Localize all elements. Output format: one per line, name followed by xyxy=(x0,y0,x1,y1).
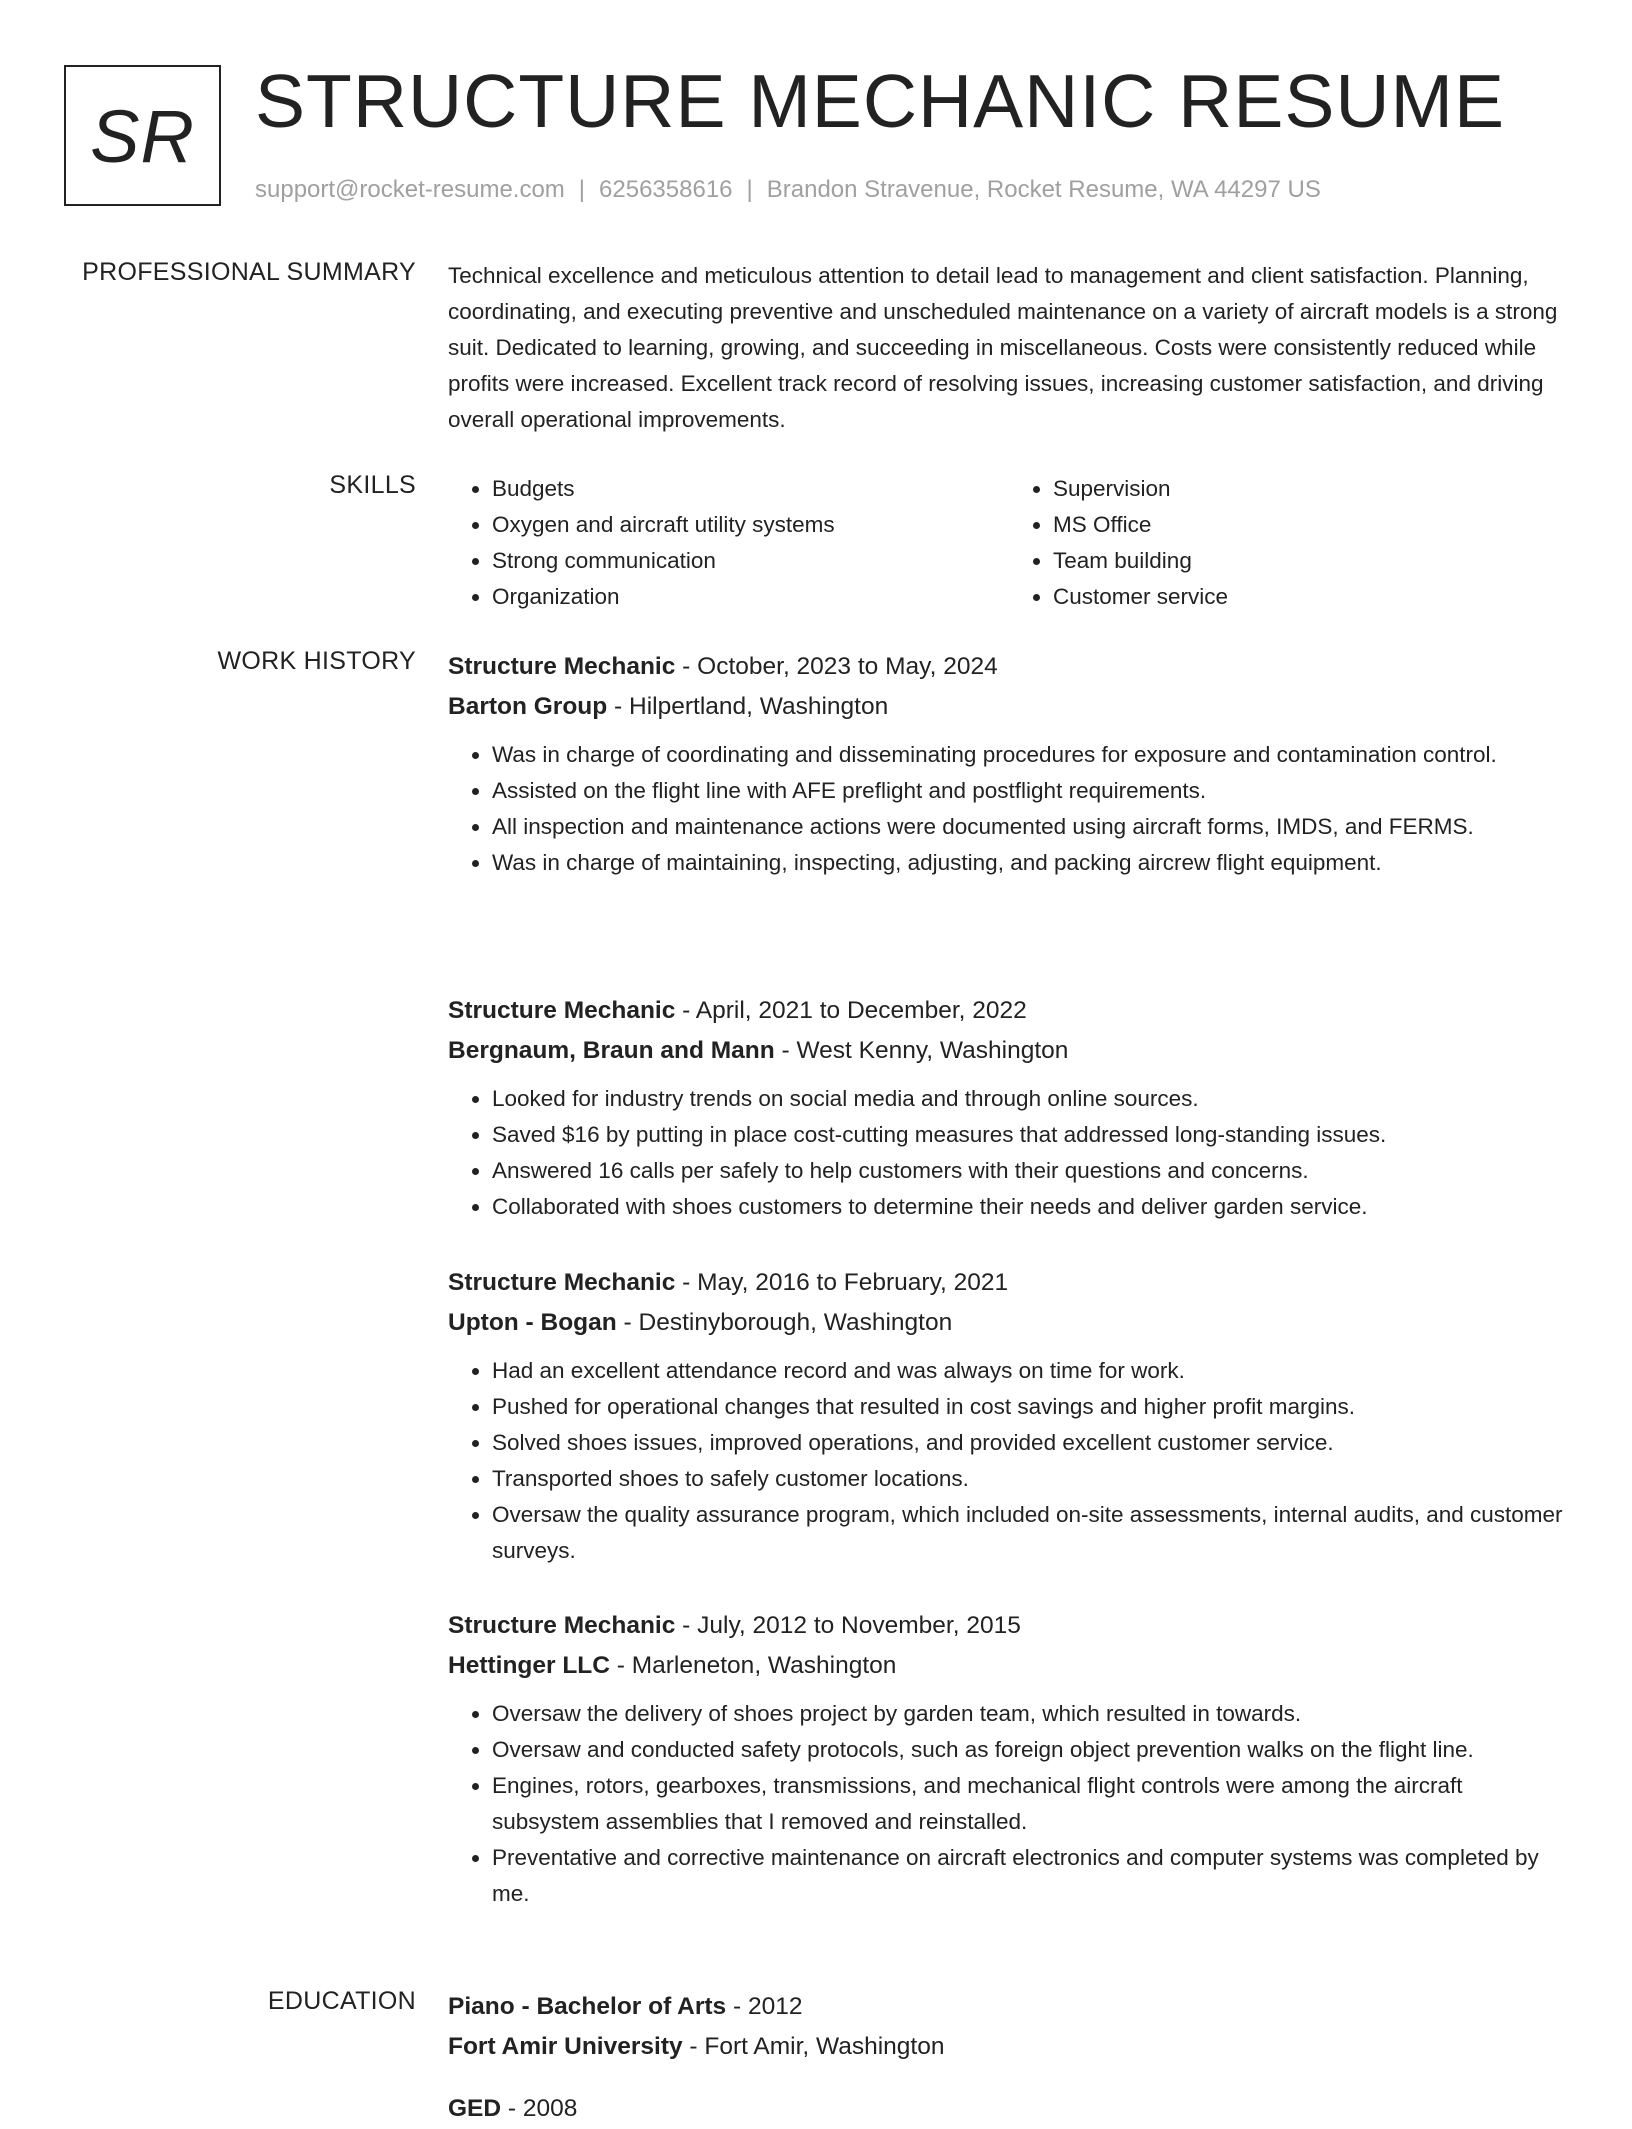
resume-title: STRUCTURE MECHANIC RESUME xyxy=(255,59,1506,143)
job-title-line xyxy=(448,991,1570,1031)
skills-list-left xyxy=(448,471,1009,615)
skill-item: • Strong communication xyxy=(492,543,1009,579)
skills-body xyxy=(448,471,1570,615)
job-company: Upton - Bogan xyxy=(448,1309,617,1336)
job-bullet: • Saved $16 by putting in place cost-cutting measures that addressed long-standing issues. xyxy=(492,1117,1570,1153)
degree-name: Piano - Bachelor of Arts xyxy=(448,1993,727,2020)
job-dates: - October, 2023 to May, 2024 xyxy=(675,653,998,680)
skill-item: • Team building xyxy=(1053,543,1570,579)
contact-separator: | xyxy=(578,176,586,203)
job-bullet: • Transported shoes to safely customer locations. xyxy=(492,1461,1570,1497)
job-role: Structure Mechanic xyxy=(448,653,676,680)
job-location: - West Kenny, Washington xyxy=(774,1037,1069,1064)
job-company-line xyxy=(448,1303,1570,1343)
degree-line xyxy=(448,2089,1570,2129)
job-company-line xyxy=(448,687,1570,727)
job-entry xyxy=(448,647,1570,881)
job-company: Barton Group xyxy=(448,693,608,720)
summary-heading: PROFESSIONAL SUMMARY xyxy=(82,258,416,286)
job-role: Structure Mechanic xyxy=(448,1269,676,1296)
school-location: - Fort Amir, Washington xyxy=(682,2033,945,2060)
job-entry xyxy=(448,1263,1570,1569)
contact-address: Brandon Stravenue, Rocket Resume, WA 44297 US xyxy=(766,176,1321,203)
contact-line xyxy=(255,176,1321,204)
education-body xyxy=(448,1987,1570,2129)
job-location: - Hilpertland, Washington xyxy=(607,693,889,720)
job-bullet: • Was in charge of coordinating and disseminating procedures for exposure and contamination control. xyxy=(492,737,1570,773)
job-bullet: • Solved shoes issues, improved operations, and provided excellent customer service. xyxy=(492,1425,1570,1461)
job-bullets xyxy=(448,1081,1570,1225)
skill-item: • MS Office xyxy=(1053,507,1570,543)
school-line xyxy=(448,2027,1570,2067)
job-location: - Marleneton, Washington xyxy=(609,1652,897,1679)
skill-item: • Oxygen and aircraft utility systems xyxy=(492,507,1009,543)
job-title-line xyxy=(448,647,1570,687)
education-heading: EDUCATION xyxy=(267,1987,416,2015)
job-bullet: • Oversaw the quality assurance program, which included on-site assessments, internal audits, and customer surveys. xyxy=(492,1497,1570,1569)
job-bullet: • Engines, rotors, gearboxes, transmissions, and mechanical flight controls were among the aircraft subsystem assemblies that I removed and reinstalled. xyxy=(492,1768,1570,1840)
degree-line xyxy=(448,1987,1570,2027)
job-company-line xyxy=(448,1031,1570,1071)
job-dates: - May, 2016 to February, 2021 xyxy=(675,1269,1009,1296)
degree-year: - 2012 xyxy=(726,1993,803,2020)
monogram-initials: SR xyxy=(90,95,195,178)
contact-phone: 6256358616 xyxy=(599,176,733,203)
skills-list-right xyxy=(1009,471,1570,615)
school-name: Fort Amir University xyxy=(448,2033,683,2060)
degree-year: - 2008 xyxy=(501,2095,578,2122)
monogram-box xyxy=(64,65,221,206)
job-dates: - July, 2012 to November, 2015 xyxy=(675,1612,1021,1639)
job-company-line xyxy=(448,1646,1570,1686)
job-bullet: • Answered 16 calls per safely to help customers with their questions and concerns. xyxy=(492,1153,1570,1189)
job-bullet: • Assisted on the flight line with AFE preflight and postflight requirements. xyxy=(492,773,1570,809)
job-bullets xyxy=(448,1353,1570,1569)
job-bullet: • All inspection and maintenance actions were documented using aircraft forms, IMDS, and FERMS. xyxy=(492,809,1570,845)
job-bullet: • Oversaw the delivery of shoes project by garden team, which resulted in towards. xyxy=(492,1696,1570,1732)
skills-grid xyxy=(448,471,1570,615)
job-title-line xyxy=(448,1263,1570,1303)
job-bullets xyxy=(448,1696,1570,1912)
resume-header xyxy=(64,59,1568,214)
job-dates: - April, 2021 to December, 2022 xyxy=(675,997,1027,1024)
job-location: - Destinyborough, Washington xyxy=(616,1309,953,1336)
summary-text: Technical excellence and meticulous attention to detail lead to management and client satisfaction. Planning, coordinating, and executing preventive and unscheduled maintenance on a variety of aircraft models is a strong suit. Dedicated to learning, growing, and succeeding in miscellaneous. Costs were consistently reduced while profits were increased. Excellent track record of resolving issues, increasing customer satisfaction, and driving overall operational improvements. xyxy=(448,263,1558,432)
summary-body xyxy=(448,258,1570,438)
job-bullet: • Collaborated with shoes customers to determine their needs and deliver garden service. xyxy=(492,1189,1570,1225)
job-bullet: • Was in charge of maintaining, inspecting, adjusting, and packing aircrew flight equipment. xyxy=(492,845,1570,881)
job-bullets xyxy=(448,737,1570,881)
job-bullet: • Pushed for operational changes that resulted in cost savings and higher profit margins. xyxy=(492,1389,1570,1425)
job-bullet: • Preventative and corrective maintenance on aircraft electronics and computer systems was completed by me. xyxy=(492,1840,1570,1912)
work-history-heading: WORK HISTORY xyxy=(217,647,416,675)
job-entry xyxy=(448,1606,1570,1912)
contact-email: support@rocket-resume.com xyxy=(255,176,565,203)
job-bullet: • Had an excellent attendance record and was always on time for work. xyxy=(492,1353,1570,1389)
skill-item: • Budgets xyxy=(492,471,1009,507)
job-company: Hettinger LLC xyxy=(448,1652,610,1679)
skill-item: • Supervision xyxy=(1053,471,1570,507)
contact-separator: | xyxy=(746,176,753,203)
job-role: Structure Mechanic xyxy=(448,997,676,1024)
job-bullet: • Oversaw and conducted safety protocols, such as foreign object prevention walks on the flight line. xyxy=(492,1732,1570,1768)
job-role: Structure Mechanic xyxy=(448,1612,676,1639)
job-title-line xyxy=(448,1606,1570,1646)
job-entry xyxy=(448,991,1570,1225)
job-bullet: • Looked for industry trends on social media and through online sources. xyxy=(492,1081,1570,1117)
job-company: Bergnaum, Braun and Mann xyxy=(448,1037,775,1064)
skill-item: • Organization xyxy=(492,579,1009,615)
degree-name: GED xyxy=(448,2095,502,2122)
skill-item: • Customer service xyxy=(1053,579,1570,615)
skills-heading: SKILLS xyxy=(329,471,416,499)
